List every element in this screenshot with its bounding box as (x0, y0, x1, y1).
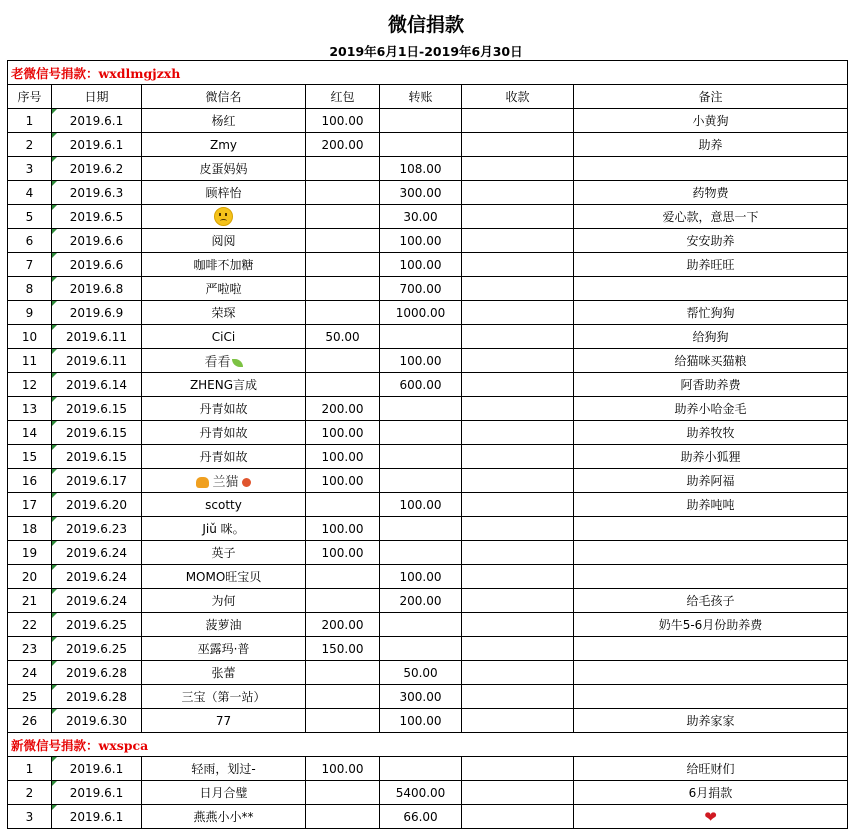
cell-name[interactable]: 77 (142, 709, 306, 733)
cell-name[interactable]: CiCi (142, 325, 306, 349)
cell-name[interactable]: ZHENG言成 (142, 373, 306, 397)
section-new-label: 新微信号捐款： (11, 737, 99, 753)
cell-note[interactable] (574, 805, 848, 829)
cell-hongbao[interactable]: 150.00 (306, 637, 380, 661)
table-row (8, 277, 848, 301)
cell-date[interactable]: 2019.6.1 (52, 109, 142, 133)
donation-table (7, 60, 848, 829)
table-row (8, 685, 848, 709)
cell-date[interactable]: 2019.6.24 (52, 541, 142, 565)
cell-no[interactable]: 20 (8, 565, 52, 589)
cell-note[interactable]: 小黄狗 (574, 109, 848, 133)
cell-hongbao[interactable] (306, 205, 380, 229)
cell-note[interactable]: 助养家家 (574, 709, 848, 733)
cell-note[interactable]: 阿香助养费 (574, 373, 848, 397)
cell-note[interactable]: 奶牛5-6月份助养费 (574, 613, 848, 637)
cell-shoukuan[interactable] (462, 373, 574, 397)
table-row (8, 445, 848, 469)
cell-hongbao[interactable] (306, 277, 380, 301)
cell-date[interactable]: 2019.6.9 (52, 301, 142, 325)
cell-hongbao[interactable] (306, 229, 380, 253)
cell-no[interactable]: 2 (8, 781, 52, 805)
cell-date[interactable]: 2019.6.24 (52, 589, 142, 613)
table-row (8, 565, 848, 589)
cell-shoukuan[interactable] (462, 133, 574, 157)
cell-date[interactable]: 2019.6.1 (52, 781, 142, 805)
cell-hongbao[interactable]: 100.00 (306, 109, 380, 133)
table-row (8, 637, 848, 661)
cell-zhuanzhang[interactable] (380, 757, 462, 781)
section-old-label: 老微信号捐款： (11, 65, 99, 81)
table-row (8, 133, 848, 157)
cell-name[interactable]: 轻雨，划过- (142, 757, 306, 781)
cell-date[interactable]: 2019.6.11 (52, 325, 142, 349)
cell-hongbao[interactable] (306, 349, 380, 373)
table-row (8, 493, 848, 517)
cell-note[interactable]: 6月捐款 (574, 781, 848, 805)
section-old-cell[interactable] (8, 61, 848, 85)
cell-name[interactable]: 咖啡不加糖 (142, 253, 306, 277)
cell-date[interactable]: 2019.6.6 (52, 253, 142, 277)
cell-no[interactable]: 17 (8, 493, 52, 517)
cell-hongbao[interactable]: 100.00 (306, 517, 380, 541)
header-date[interactable]: 日期 (52, 85, 142, 109)
cell-note[interactable]: 爱心款，意思一下 (574, 205, 848, 229)
cell-date[interactable]: 2019.6.11 (52, 349, 142, 373)
cell-name[interactable]: 为何 (142, 589, 306, 613)
cell-date[interactable]: 2019.6.3 (52, 181, 142, 205)
table-row (8, 709, 848, 733)
cell-no[interactable]: 23 (8, 637, 52, 661)
cell-hongbao[interactable] (306, 253, 380, 277)
cell-shoukuan[interactable] (462, 469, 574, 493)
cell-zhuanzhang[interactable] (380, 325, 462, 349)
cell-name[interactable]: 丹青如故 (142, 397, 306, 421)
cell-name[interactable]: 丹青如故 (142, 421, 306, 445)
cell-name[interactable]: 杨红 (142, 109, 306, 133)
cell-zhuanzhang[interactable]: 66.00 (380, 805, 462, 829)
cell-date[interactable]: 2019.6.1 (52, 133, 142, 157)
cell-shoukuan[interactable] (462, 709, 574, 733)
cell-note[interactable] (574, 565, 848, 589)
table-row (8, 469, 848, 493)
cell-shoukuan[interactable] (462, 781, 574, 805)
cell-hongbao[interactable]: 100.00 (306, 757, 380, 781)
cell-shoukuan[interactable] (462, 637, 574, 661)
cell-zhuanzhang[interactable] (380, 469, 462, 493)
cell-note[interactable] (574, 637, 848, 661)
table-row (8, 373, 848, 397)
heart-icon: ❤ (704, 807, 717, 826)
cell-no[interactable]: 22 (8, 613, 52, 637)
cell-date[interactable]: 2019.6.15 (52, 397, 142, 421)
cell-note[interactable]: 助养 (574, 133, 848, 157)
cell-zhuanzhang[interactable]: 100.00 (380, 349, 462, 373)
table-row (8, 613, 848, 637)
cell-note[interactable]: 药物费 (574, 181, 848, 205)
cell-zhuanzhang[interactable]: 50.00 (380, 661, 462, 685)
table-row (8, 661, 848, 685)
cell-note[interactable] (574, 541, 848, 565)
header-note[interactable]: 备注 (574, 85, 848, 109)
section-new-cell[interactable] (8, 733, 848, 757)
cell-hongbao[interactable] (306, 781, 380, 805)
cell-hongbao[interactable]: 50.00 (306, 325, 380, 349)
cell-no[interactable]: 13 (8, 397, 52, 421)
cell-hongbao[interactable] (306, 157, 380, 181)
cell-no[interactable]: 24 (8, 661, 52, 685)
cell-name[interactable]: 巫露玛·普 (142, 637, 306, 661)
section-header-new (8, 733, 848, 757)
cell-note[interactable] (574, 277, 848, 301)
cell-name[interactable]: Jiǔ 咪。 (142, 517, 306, 541)
header-no[interactable]: 序号 (8, 85, 52, 109)
table-row (8, 397, 848, 421)
table-row (8, 181, 848, 205)
cell-name[interactable]: 严啦啦 (142, 277, 306, 301)
cell-no[interactable]: 26 (8, 709, 52, 733)
cell-note[interactable]: 给猫咪买猫粮 (574, 349, 848, 373)
leaf-icon (232, 359, 243, 367)
cell-note[interactable]: 助养小哈金毛 (574, 397, 848, 421)
table-row (8, 301, 848, 325)
cell-date[interactable]: 2019.6.28 (52, 685, 142, 709)
cell-no[interactable]: 5 (8, 205, 52, 229)
cell-name[interactable] (142, 469, 306, 493)
table-row (8, 109, 848, 133)
cell-zhuanzhang[interactable] (380, 133, 462, 157)
cell-name[interactable]: 燕燕小小** (142, 805, 306, 829)
cell-name[interactable] (142, 349, 306, 373)
date-range: 2019年6月1日-2019年6月30日 (329, 44, 523, 59)
cell-hongbao[interactable]: 100.00 (306, 421, 380, 445)
table-row (8, 229, 848, 253)
cell-date[interactable]: 2019.6.6 (52, 229, 142, 253)
cell-name[interactable]: 顾梓怡 (142, 181, 306, 205)
cell-zhuanzhang[interactable]: 100.00 (380, 493, 462, 517)
cell-name[interactable]: scotty (142, 493, 306, 517)
cell-hongbao[interactable] (306, 589, 380, 613)
cell-note[interactable]: 助养阿福 (574, 469, 848, 493)
cell-date[interactable]: 2019.6.17 (52, 469, 142, 493)
cell-note[interactable]: 给毛孩子 (574, 589, 848, 613)
cell-shoukuan[interactable] (462, 349, 574, 373)
table-row (8, 541, 848, 565)
cell-zhuanzhang[interactable]: 30.00 (380, 205, 462, 229)
cell-hongbao[interactable] (306, 301, 380, 325)
cell-note[interactable]: 助养牧牧 (574, 421, 848, 445)
header-shoukuan[interactable]: 收款 (462, 85, 574, 109)
cell-shoukuan[interactable] (462, 493, 574, 517)
cell-shoukuan[interactable] (462, 517, 574, 541)
cell-shoukuan[interactable] (462, 397, 574, 421)
cell-zhuanzhang[interactable]: 300.00 (380, 685, 462, 709)
cell-zhuanzhang[interactable]: 100.00 (380, 229, 462, 253)
cell-zhuanzhang[interactable]: 200.00 (380, 589, 462, 613)
cell-note[interactable] (574, 661, 848, 685)
table-row (8, 757, 848, 781)
cell-shoukuan[interactable] (462, 565, 574, 589)
cell-shoukuan[interactable] (462, 613, 574, 637)
cell-no[interactable]: 21 (8, 589, 52, 613)
cell-zhuanzhang[interactable]: 100.00 (380, 565, 462, 589)
cell-note[interactable] (574, 157, 848, 181)
cell-date[interactable]: 2019.6.20 (52, 493, 142, 517)
cell-note[interactable]: 安安助养 (574, 229, 848, 253)
cell-hongbao[interactable]: 100.00 (306, 445, 380, 469)
cell-hongbao[interactable]: 200.00 (306, 397, 380, 421)
table-row (8, 205, 848, 229)
cell-note[interactable]: 帮忙狗狗 (574, 301, 848, 325)
cell-hongbao[interactable] (306, 565, 380, 589)
cell-shoukuan[interactable] (462, 661, 574, 685)
sad-face-icon (214, 207, 233, 226)
cell-note[interactable]: 助养小狐狸 (574, 445, 848, 469)
cell-note[interactable] (574, 685, 848, 709)
cell-no[interactable]: 7 (8, 253, 52, 277)
cell-zhuanzhang[interactable] (380, 613, 462, 637)
cell-shoukuan[interactable] (462, 277, 574, 301)
cell-no[interactable]: 10 (8, 325, 52, 349)
page-title: 微信捐款 (387, 14, 464, 36)
cell-no[interactable]: 11 (8, 349, 52, 373)
cell-no[interactable]: 1 (8, 757, 52, 781)
cell-date[interactable]: 2019.6.2 (52, 157, 142, 181)
cell-name[interactable]: 菠萝油 (142, 613, 306, 637)
cell-no[interactable]: 3 (8, 805, 52, 829)
cat-icon (196, 477, 209, 488)
cell-zhuanzhang[interactable] (380, 397, 462, 421)
section-old-account: wxdlmgjzxh (98, 65, 181, 81)
cell-shoukuan[interactable] (462, 589, 574, 613)
cell-no[interactable]: 9 (8, 301, 52, 325)
paw-icon (242, 478, 251, 487)
cell-shoukuan[interactable] (462, 421, 574, 445)
table-row (8, 517, 848, 541)
cell-zhuanzhang[interactable]: 108.00 (380, 157, 462, 181)
cell-zhuanzhang[interactable]: 100.00 (380, 709, 462, 733)
cell-date[interactable]: 2019.6.25 (52, 637, 142, 661)
cell-no[interactable]: 14 (8, 421, 52, 445)
cell-shoukuan[interactable] (462, 805, 574, 829)
cell-zhuanzhang[interactable]: 100.00 (380, 253, 462, 277)
cell-note[interactable]: 给旺财们 (574, 757, 848, 781)
cell-no[interactable]: 15 (8, 445, 52, 469)
cell-no[interactable]: 18 (8, 517, 52, 541)
cell-hongbao[interactable]: 100.00 (306, 541, 380, 565)
header-name[interactable]: 微信名 (142, 85, 306, 109)
cell-date[interactable]: 2019.6.23 (52, 517, 142, 541)
cell-zhuanzhang[interactable]: 1000.00 (380, 301, 462, 325)
cell-date[interactable]: 2019.6.5 (52, 205, 142, 229)
cell-zhuanzhang[interactable] (380, 517, 462, 541)
cell-hongbao[interactable] (306, 181, 380, 205)
cell-zhuanzhang[interactable] (380, 421, 462, 445)
cell-date[interactable]: 2019.6.25 (52, 613, 142, 637)
cell-shoukuan[interactable] (462, 253, 574, 277)
cell-shoukuan[interactable] (462, 157, 574, 181)
cell-no[interactable]: 16 (8, 469, 52, 493)
cell-no[interactable]: 19 (8, 541, 52, 565)
table-row (8, 589, 848, 613)
header-zhuanzhang[interactable]: 转账 (380, 85, 462, 109)
cell-zhuanzhang[interactable]: 700.00 (380, 277, 462, 301)
table-row (8, 349, 848, 373)
cell-name[interactable]: 阅阅 (142, 229, 306, 253)
cell-name[interactable]: 英子 (142, 541, 306, 565)
cell-date[interactable]: 2019.6.30 (52, 709, 142, 733)
cell-shoukuan[interactable] (462, 229, 574, 253)
cell-date[interactable]: 2019.6.24 (52, 565, 142, 589)
cell-name[interactable]: Zmy (142, 133, 306, 157)
cell-zhuanzhang[interactable] (380, 109, 462, 133)
cell-hongbao[interactable] (306, 493, 380, 517)
cell-name[interactable]: 张蕾 (142, 661, 306, 685)
cell-note[interactable]: 助养吨吨 (574, 493, 848, 517)
cell-date[interactable]: 2019.6.8 (52, 277, 142, 301)
cell-hongbao[interactable]: 200.00 (306, 613, 380, 637)
cell-hongbao[interactable] (306, 709, 380, 733)
donor-name: 看看 (204, 355, 231, 370)
table-row (8, 421, 848, 445)
cell-no[interactable]: 8 (8, 277, 52, 301)
cell-shoukuan[interactable] (462, 541, 574, 565)
table-row (8, 781, 848, 805)
cell-shoukuan[interactable] (462, 685, 574, 709)
table-row (8, 253, 848, 277)
cell-hongbao[interactable] (306, 805, 380, 829)
table-row (8, 157, 848, 181)
cell-zhuanzhang[interactable]: 300.00 (380, 181, 462, 205)
cell-no[interactable]: 12 (8, 373, 52, 397)
cell-date[interactable]: 2019.6.15 (52, 445, 142, 469)
table-row (8, 805, 848, 829)
cell-date[interactable]: 2019.6.28 (52, 661, 142, 685)
header-hongbao[interactable]: 红包 (306, 85, 380, 109)
cell-hongbao[interactable]: 100.00 (306, 469, 380, 493)
cell-hongbao[interactable]: 200.00 (306, 133, 380, 157)
cell-no[interactable]: 6 (8, 229, 52, 253)
cell-date[interactable]: 2019.6.14 (52, 373, 142, 397)
cell-name[interactable]: 皮蛋妈妈 (142, 157, 306, 181)
cell-zhuanzhang[interactable]: 600.00 (380, 373, 462, 397)
cell-name[interactable]: 荣琛 (142, 301, 306, 325)
cell-note[interactable]: 给狗狗 (574, 325, 848, 349)
cell-date[interactable]: 2019.6.1 (52, 805, 142, 829)
cell-zhuanzhang[interactable] (380, 541, 462, 565)
cell-note[interactable]: 助养旺旺 (574, 253, 848, 277)
column-header-row (8, 85, 848, 109)
cell-hongbao[interactable] (306, 661, 380, 685)
cell-note[interactable] (574, 517, 848, 541)
cell-no[interactable]: 1 (8, 109, 52, 133)
cell-name[interactable]: 三宝（第一站） (142, 685, 306, 709)
cell-hongbao[interactable] (306, 373, 380, 397)
cell-shoukuan[interactable] (462, 301, 574, 325)
cell-no[interactable]: 4 (8, 181, 52, 205)
cell-date[interactable]: 2019.6.1 (52, 757, 142, 781)
cell-name[interactable]: 日月合璧 (142, 781, 306, 805)
cell-zhuanzhang[interactable] (380, 637, 462, 661)
section-new-account: wxspca (98, 737, 149, 753)
cell-no[interactable]: 25 (8, 685, 52, 709)
cell-date[interactable]: 2019.6.15 (52, 421, 142, 445)
cell-shoukuan[interactable] (462, 109, 574, 133)
cell-hongbao[interactable] (306, 685, 380, 709)
cell-zhuanzhang[interactable] (380, 445, 462, 469)
donor-name: 兰猫 (212, 475, 239, 490)
cell-shoukuan[interactable] (462, 325, 574, 349)
cell-name[interactable] (142, 205, 306, 229)
cell-zhuanzhang[interactable]: 5400.00 (380, 781, 462, 805)
table-row (8, 325, 848, 349)
cell-shoukuan[interactable] (462, 445, 574, 469)
cell-shoukuan[interactable] (462, 757, 574, 781)
cell-name[interactable]: 丹青如故 (142, 445, 306, 469)
cell-shoukuan[interactable] (462, 181, 574, 205)
cell-name[interactable]: MOMO旺宝贝 (142, 565, 306, 589)
cell-no[interactable]: 3 (8, 157, 52, 181)
section-header-old (8, 61, 848, 85)
cell-shoukuan[interactable] (462, 205, 574, 229)
cell-no[interactable]: 2 (8, 133, 52, 157)
